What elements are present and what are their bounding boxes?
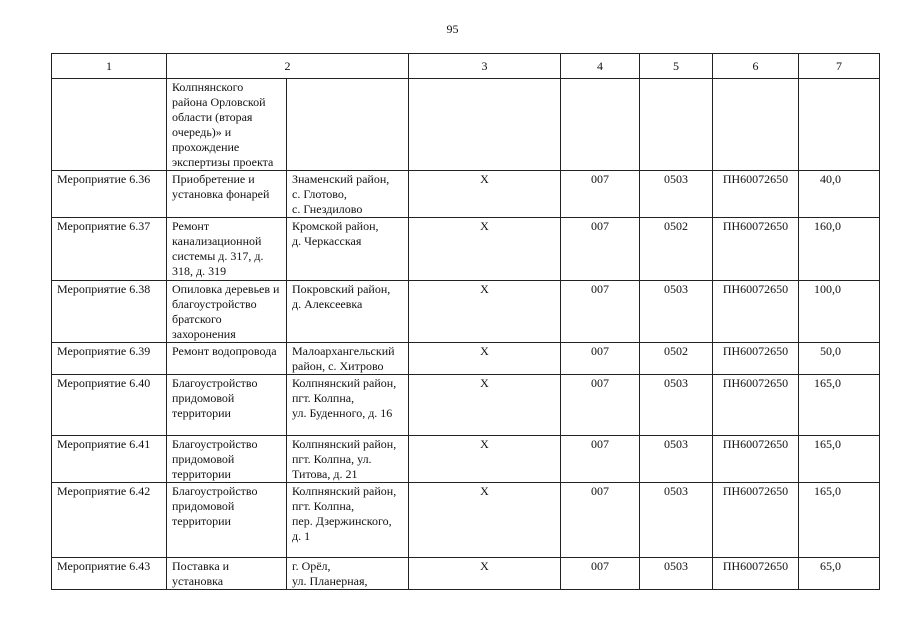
col5-cell: 0503	[640, 436, 713, 483]
col5-cell: 0502	[640, 343, 713, 375]
table-row	[52, 375, 880, 436]
table-row	[52, 281, 880, 343]
col6-cell: ПН60072650	[713, 343, 799, 375]
location-cell: Кромской район, д. Черкасская	[287, 218, 409, 281]
col-header-1: 1	[52, 54, 167, 79]
col6-cell: ПН60072650	[713, 375, 799, 436]
description-cell: Опиловка деревьев и благоустройство братского захоронения	[167, 281, 287, 343]
col6-cell: ПН60072650	[713, 218, 799, 281]
amount-cell: 65,0	[799, 558, 880, 590]
measure-cell: Мероприятие 6.42	[52, 483, 167, 558]
col4-cell: 007	[561, 281, 640, 343]
col3-cell	[409, 79, 561, 171]
col3-cell: Х	[409, 218, 561, 281]
col6-cell	[713, 79, 799, 171]
description-cell: Благоустройство придомовой территории	[167, 483, 287, 558]
col6-cell: ПН60072650	[713, 558, 799, 590]
col3-cell: Х	[409, 558, 561, 590]
col4-cell: 007	[561, 558, 640, 590]
table-row	[52, 79, 880, 171]
amount-cell: 165,0	[799, 375, 880, 436]
table-row	[52, 483, 880, 558]
measure-cell: Мероприятие 6.40	[52, 375, 167, 436]
measure-cell: Мероприятие 6.39	[52, 343, 167, 375]
measure-cell	[52, 79, 167, 171]
location-cell: Малоархангельский район, с. Хитрово	[287, 343, 409, 375]
table-row	[52, 171, 880, 218]
description-cell: Ремонт водопровода	[167, 343, 287, 375]
header-row	[52, 54, 880, 79]
col4-cell: 007	[561, 171, 640, 218]
col4-cell: 007	[561, 343, 640, 375]
description-cell: Приобретение и установка фонарей	[167, 171, 287, 218]
col3-cell: Х	[409, 171, 561, 218]
amount-cell: 165,0	[799, 436, 880, 483]
col-header-4: 4	[561, 54, 640, 79]
amount-cell: 40,0	[799, 171, 880, 218]
budget-table	[51, 53, 880, 590]
description-cell: Благоустройство придомовой территории	[167, 436, 287, 483]
col5-cell: 0503	[640, 171, 713, 218]
col5-cell	[640, 79, 713, 171]
amount-cell	[799, 79, 880, 171]
col3-cell: Х	[409, 343, 561, 375]
col3-cell: Х	[409, 483, 561, 558]
col6-cell: ПН60072650	[713, 281, 799, 343]
col4-cell: 007	[561, 436, 640, 483]
location-cell	[287, 79, 409, 171]
page-number: 95	[446, 22, 459, 36]
measure-cell: Мероприятие 6.36	[52, 171, 167, 218]
col4-cell: 007	[561, 375, 640, 436]
col6-cell: ПН60072650	[713, 483, 799, 558]
amount-cell: 50,0	[799, 343, 880, 375]
table-row	[52, 436, 880, 483]
col5-cell: 0502	[640, 218, 713, 281]
description-cell: Поставка и установка	[167, 558, 287, 590]
col6-cell: ПН60072650	[713, 436, 799, 483]
col3-cell: Х	[409, 436, 561, 483]
amount-cell: 160,0	[799, 218, 880, 281]
col5-cell: 0503	[640, 281, 713, 343]
col-header-2: 2	[167, 54, 409, 79]
location-cell: Знаменский район, с. Глотово, с. Гнездилово	[287, 171, 409, 218]
col6-cell: ПН60072650	[713, 171, 799, 218]
measure-cell: Мероприятие 6.38	[52, 281, 167, 343]
table-row	[52, 558, 880, 590]
location-cell: Колпнянский район, пгт. Колпна, ул. Титова, д. 21	[287, 436, 409, 483]
location-cell: Покровский район, д. Алексеевка	[287, 281, 409, 343]
col4-cell: 007	[561, 483, 640, 558]
table-row	[52, 343, 880, 375]
col-header-3: 3	[409, 54, 561, 79]
col-header-5: 5	[640, 54, 713, 79]
description-cell: Ремонт канализационной системы д. 317, д. 318, д. 319	[167, 218, 287, 281]
col-header-7: 7	[799, 54, 880, 79]
location-cell: г. Орёл, ул. Планерная,	[287, 558, 409, 590]
measure-cell: Мероприятие 6.41	[52, 436, 167, 483]
description-cell: Колпнянского района Орловской области (вторая очередь)» и прохождение экспертизы проекта	[167, 79, 287, 171]
amount-cell: 165,0	[799, 483, 880, 558]
col-header-6: 6	[713, 54, 799, 79]
col4-cell: 007	[561, 218, 640, 281]
col3-cell: Х	[409, 281, 561, 343]
table-row	[52, 218, 880, 281]
col5-cell: 0503	[640, 483, 713, 558]
measure-cell: Мероприятие 6.43	[52, 558, 167, 590]
measure-cell: Мероприятие 6.37	[52, 218, 167, 281]
col3-cell: Х	[409, 375, 561, 436]
col4-cell	[561, 79, 640, 171]
col5-cell: 0503	[640, 375, 713, 436]
description-cell: Благоустройство придомовой территории	[167, 375, 287, 436]
amount-cell: 100,0	[799, 281, 880, 343]
location-cell: Колпнянский район, пгт. Колпна, пер. Дзержинского, д. 1	[287, 483, 409, 558]
col5-cell: 0503	[640, 558, 713, 590]
location-cell: Колпнянский район, пгт. Колпна, ул. Буденного, д. 16	[287, 375, 409, 436]
